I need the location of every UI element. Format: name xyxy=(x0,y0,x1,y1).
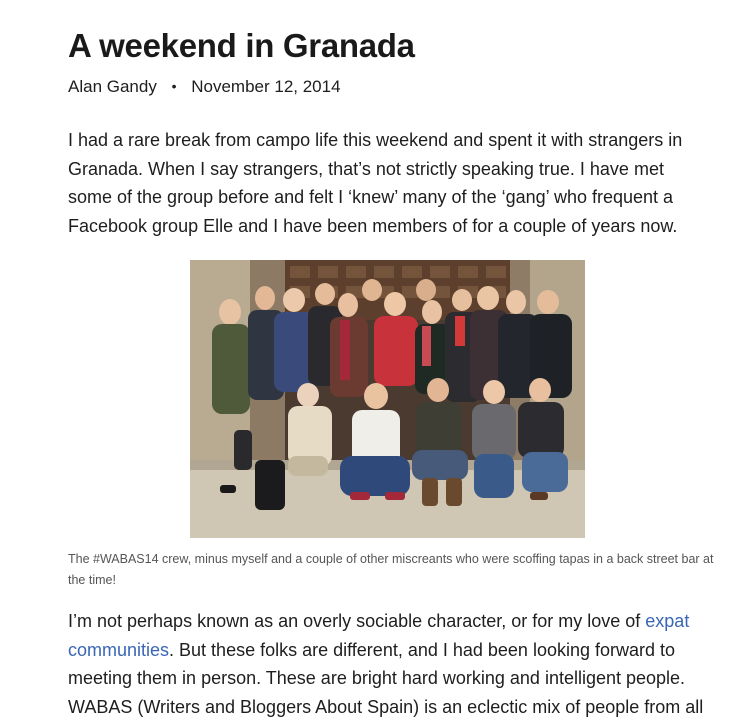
paragraph-text-after-link: . But these folks are different, and I had been looking forward to meeting them in person. These are bright hard working and intelligent people. WABAS (Writers and Bloggers About Spain) is an eclectic mix of people from all xyxy=(68,639,704,717)
author-name[interactable]: Alan Gandy xyxy=(68,77,157,96)
post-meta xyxy=(68,77,341,97)
post-date: November 12, 2014 xyxy=(191,77,341,96)
paragraph-expat xyxy=(68,607,708,721)
expat-communities-link[interactable]: expat communities xyxy=(68,611,690,660)
photo-caption: The #WABAS14 crew, minus myself and a couple of other miscreants who were scoffing tapas in a back street bar at the time! xyxy=(68,552,714,587)
post-title: A weekend in Granada xyxy=(68,27,415,64)
paragraph-intro: I had a rare break from campo life this weekend and spent it with strangers in Granada. When I say strangers, that’s not strictly speaking true. I have met some of the group before and felt I ‘knew’ many of the ‘gang’ who frequent a Facebook group Elle and I have been members of for a couple of years now. xyxy=(68,130,683,236)
paragraph-text-before-link: I’m not perhaps known as an overly sociable character, or for my love of xyxy=(68,611,646,631)
meta-separator: • xyxy=(171,78,177,94)
group-photo xyxy=(190,260,585,538)
